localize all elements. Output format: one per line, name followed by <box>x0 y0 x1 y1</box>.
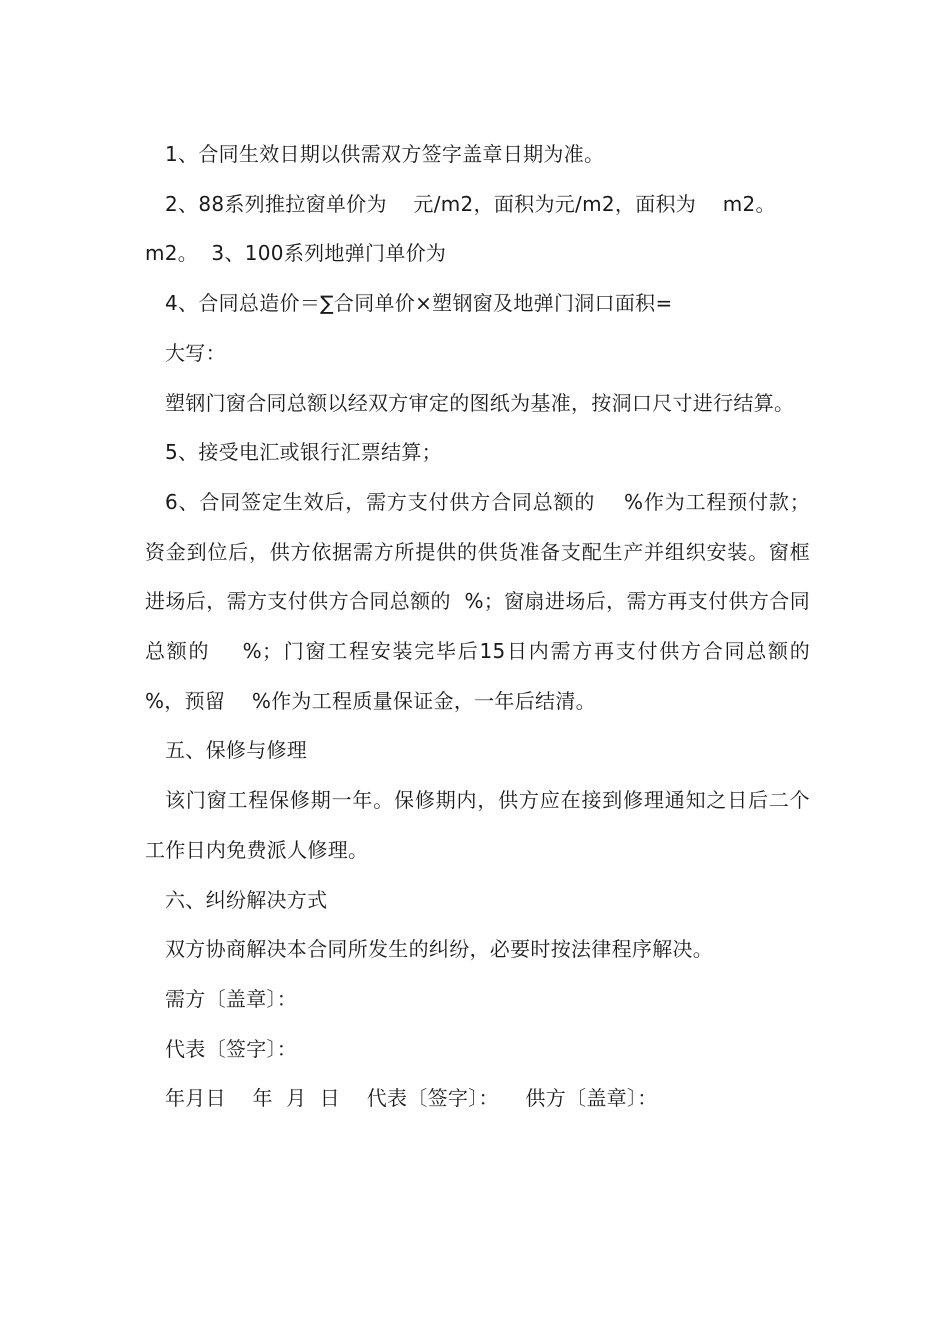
section-heading-disputes: 六、纠纷解决方式 <box>165 887 328 912</box>
signature-date-supplier: 年月日 年 月 日 代表〔签字〕： 供方〔盖章〕： <box>165 1086 658 1111</box>
clause-settlement-basis: 塑钢门窗合同总额以经双方审定的图纸为基准，按洞口尺寸进行结算。 <box>165 390 795 415</box>
clause-effective-date: 1、合同生效日期以供需双方签字盖章日期为准。 <box>165 142 605 166</box>
clause-sliding-window-price: 2、88系列推拉窗单价为 元/m2，面积为元/m2，面积为 m2。 <box>165 191 776 216</box>
clause-payment-schedule: 6、合同签定生效后，需方支付供方合同总额的 %作为工程预付款；资金到位后，供方依据需方所提供的供货准备支配生产并组织安装。窗框进场后，需方支付供方合同总额的 %；窗扇进场后，需方再支付供方合同总额的 %；门窗工程安装完毕后15日内需方再支付供方合同总额的 %，预留 %作为工程质量保证金，一年后结清。 <box>145 489 837 713</box>
clause-warranty: 该门窗工程保修期一年。保修期内，供方应在接到修理通知之日后二个工作日内免费派人修理。 <box>145 788 810 862</box>
clause-payment-method: 5、接受电汇或银行汇票结算； <box>165 440 442 465</box>
clause-total-price: 4、合同总造价＝∑合同单价×塑钢窗及地弹门洞口面积= <box>165 291 673 316</box>
signature-buyer-representative: 代表〔签字〕： <box>165 1036 298 1061</box>
signature-buyer-seal: 需方〔盖章〕： <box>165 986 298 1011</box>
clause-spring-door-price: m2。 3、100系列地弹门单价为 <box>145 241 447 266</box>
clause-disputes: 双方协商解决本合同所发生的纠纷，必要时按法律程序解决。 <box>165 937 714 962</box>
contract-body <box>145 130 837 1124</box>
section-heading-warranty: 五、保修与修理 <box>165 738 308 763</box>
clause-amount-in-words: 大写： <box>165 340 226 365</box>
